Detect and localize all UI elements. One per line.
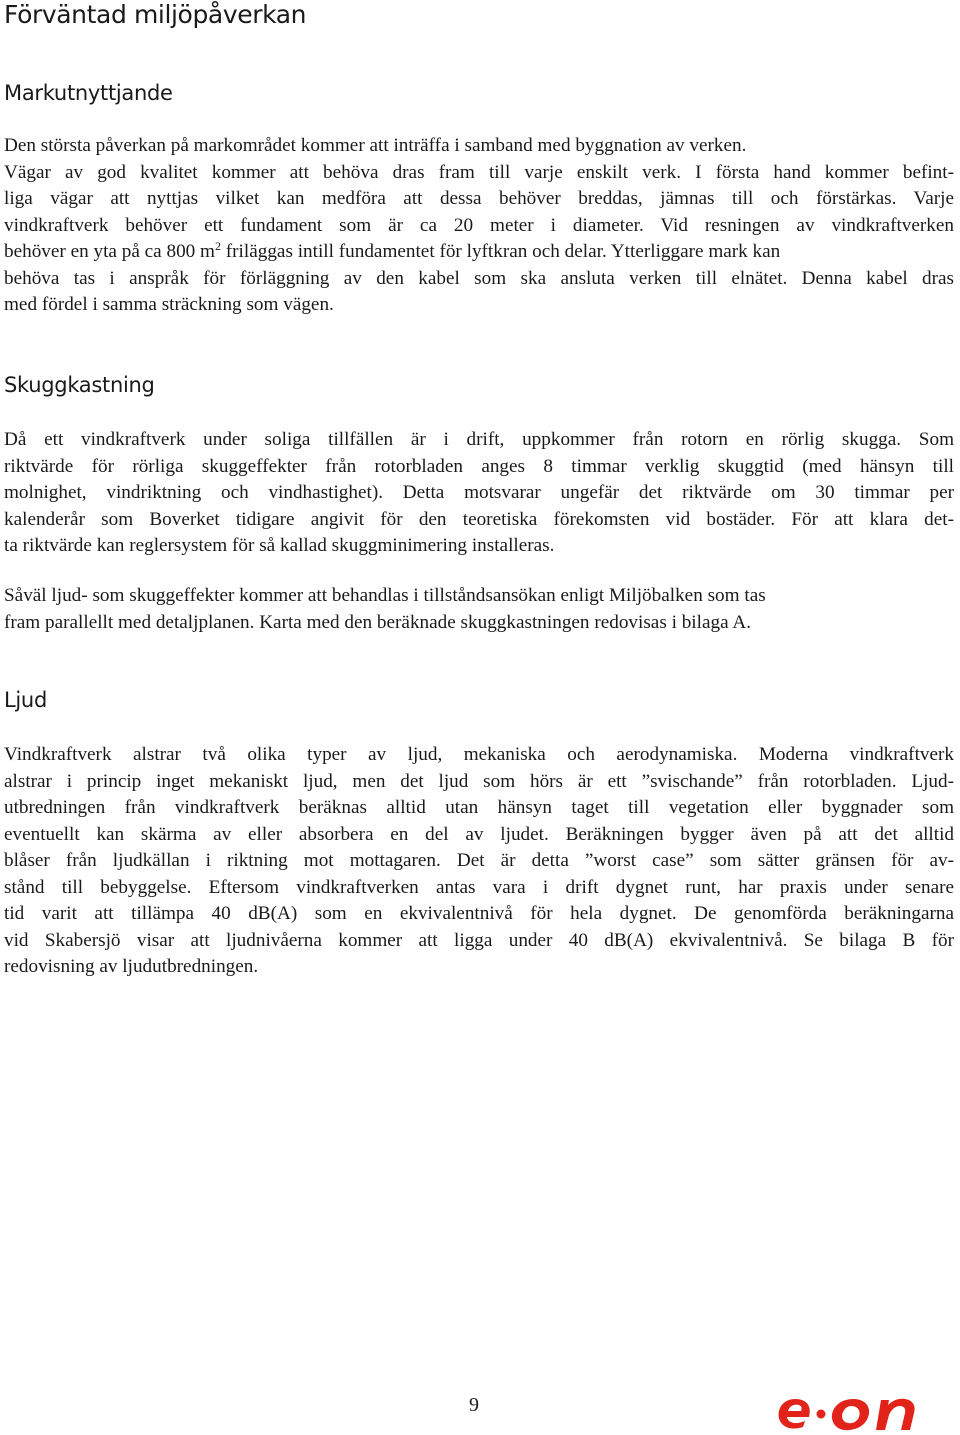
text-segment: behöver en yta på ca 800 m [4,241,215,262]
text-line: eventuellt kan skärma av eller absorbera en del av ljudet. Beräkningen bygger även på att det alltid [4,823,954,845]
paragraph-skuggkastning-2 [4,583,954,636]
text-line: Den största påverkan på markområdet kommer att inträffa i samband med byggnation av verken. [4,135,747,156]
page-title: Förväntad miljöpåverkan [4,0,307,29]
text-line: Såväl ljud- som skuggeffekter kommer att behandlas i tillståndsansökan enligt Miljöbalken som tas [4,585,766,606]
text-line: ta riktvärde kan reglersystem för så kallad skuggminimering installeras. [4,535,555,556]
page-number: 9 [469,1394,479,1416]
text-line: liga vägar att nyttjas vilket kan medföra att dessa behöver breddas, jämnas till och förstärkas. Varje [4,188,954,209]
text-line: riktvärde för rörliga skuggeffekter från rotorbladen anges 8 timmar verklig skuggtid (med hänsyn till [4,455,954,477]
superscript: 2 [214,239,221,253]
text-line: vid Skabersjö visar att ljudnivåerna kommer att ligga under 40 dB(A) ekvivalentnivå. Se bilaga B för [4,929,954,951]
text-line: med fördel i samma sträckning som vägen. [4,294,334,315]
text-line: Vägar av god kvalitet kommer att behöva dras fram till varje enskilt verk. I första hand kommer befint- [4,161,954,183]
paragraph-skuggkastning-1 [4,427,954,560]
heading-skuggkastning: Skuggkastning [4,373,155,397]
text-line: stånd till bebyggelse. Eftersom vindkraftverken antas vara i drift dygnet runt, har praxis under senare [4,876,954,898]
text-line: kalenderår som Boverket tidigare angivit för den teoretiska förekomsten vid bostäder. För att klara det- [4,508,954,530]
text-line [4,239,954,266]
text-line: Vindkraftverk alstrar två olika typer av ljud, mekaniska och aerodynamiska. Moderna vindkraftverk [4,744,954,765]
eon-logo [775,1385,935,1435]
heading-markutnyttjande: Markutnyttjande [4,81,173,105]
paragraph-ljud [4,742,954,981]
text-line: fram parallellt med detaljplanen. Karta med den beräknade skuggkastningen redovisas i bilaga A. [4,611,751,633]
text-segment: friläggas intill fundamentet för lyftkran och delar. Ytterliggare mark kan [220,241,781,262]
text-line: redovisning av ljudutbredningen. [4,956,259,977]
text-line: blåser från ljudkällan i riktning mot mottagaren. Det är detta ”worst case” som sätter gränsen för av- [4,850,954,871]
text-line: vindkraftverk behöver ett fundament som är ca 20 meter i diameter. Vid resningen av vindkraftverken [4,214,954,236]
text-line: molnighet, vindriktning och vindhastighet). Detta motsvarar ungefär det riktvärde om 30 timmar per [4,482,954,503]
text-line: utbredningen från vindkraftverk beräknas alltid utan hänsyn taget till vegetation eller byggnader som [4,797,954,818]
text-line: Då ett vindkraftverk under soliga tillfällen är i drift, uppkommer från rotorn en rörlig skugga. Som [4,429,954,450]
text-line: behöva tas i anspråk för förläggning av den kabel som ska ansluta verken till elnätet. Denna kabel dras [4,267,954,289]
text-line: alstrar i princip inget mekaniskt ljud, men det ljud som hörs är ett ”svischande” från rotorbladen. Ljud- [4,770,954,792]
text-line: tid varit att tillämpa 40 dB(A) som en ekvivalentnivå för hela dygnet. De genomförda beräkningarna [4,903,954,924]
paragraph-markutnyttjande [4,133,954,319]
heading-ljud: Ljud [4,688,47,712]
